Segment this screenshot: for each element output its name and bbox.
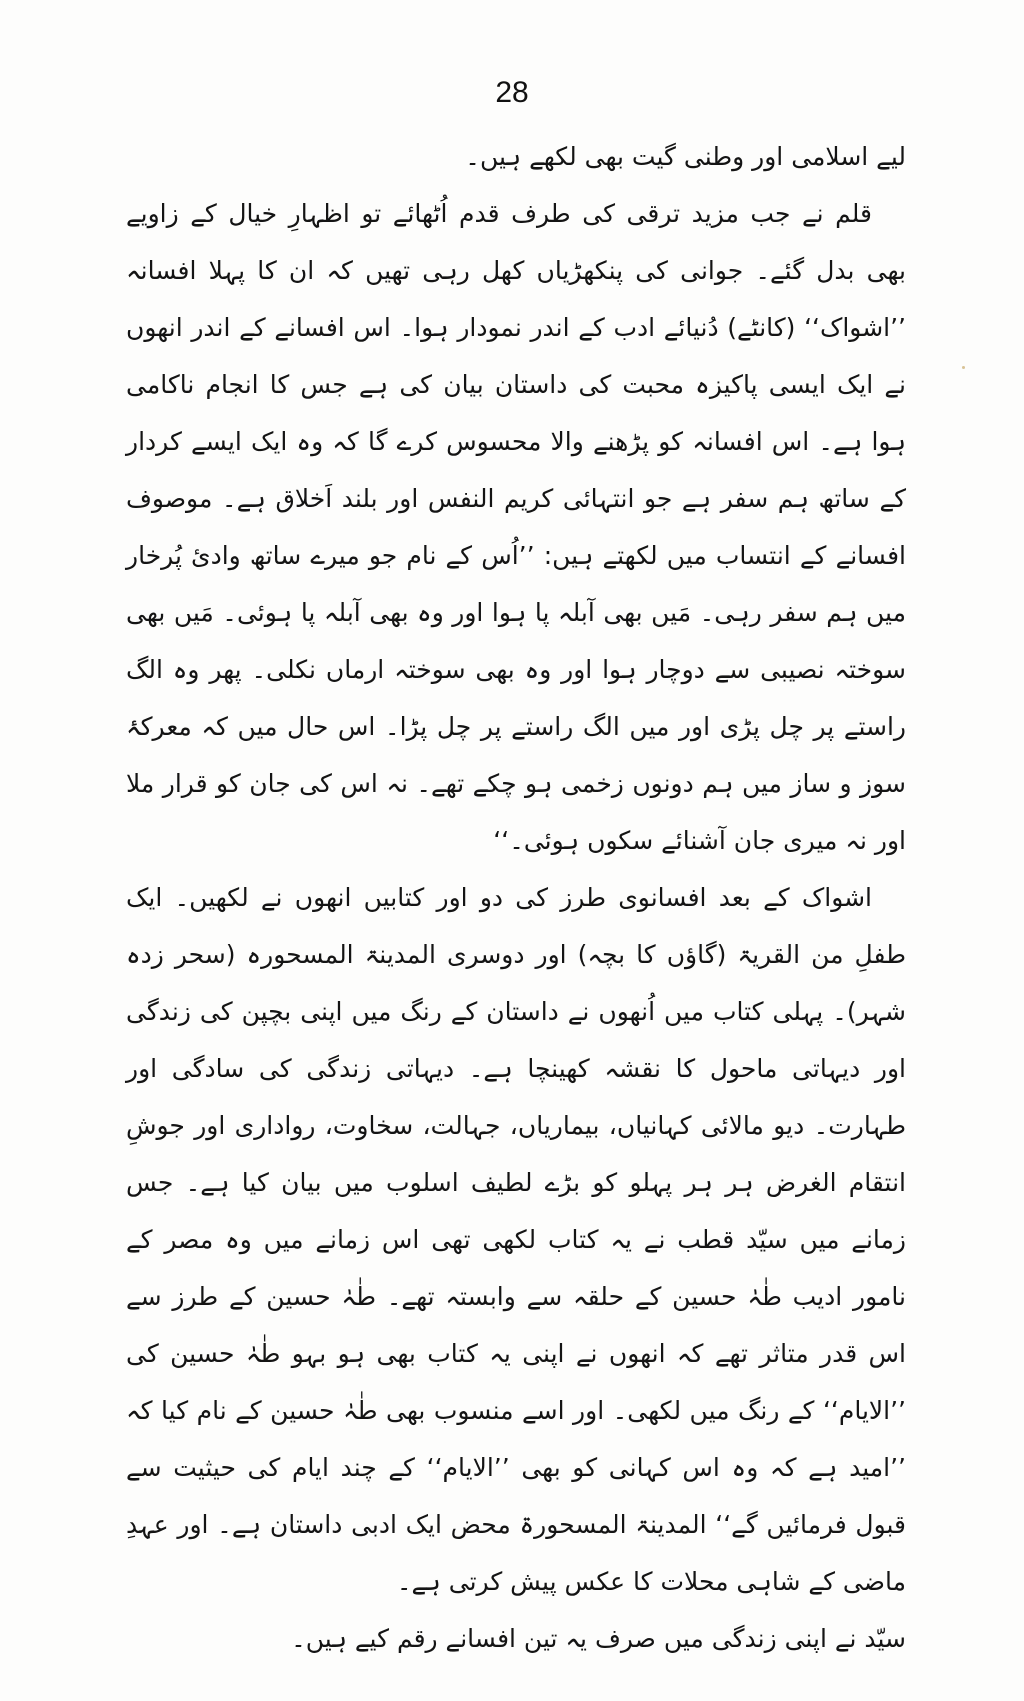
paragraph-4: سیّد نے اپنی زندگی میں صرف یہ تین افسانے رقم کیے ہیں۔ [291,1624,906,1653]
page-text [126,128,906,1667]
paragraph-1: لیے اسلامی اور وطنی گیت بھی لکھے ہیں۔ [465,142,906,171]
paragraph-2: قلم نے جب مزید ترقی کی طرف قدم اُٹھائے تو اظہارِ خیال کے زاویے بھی بدل گئے۔ جوانی کی پنکھڑیاں کھل رہی تھیں کہ ان کا پہلا افسانہ ’’اشواک‘‘ (کانٹے) دُنیائے ادب کے اندر نمودار ہوا۔ اس افسانے کے اندر انھوں نے ایک ایسی پاکیزہ محبت کی داستان بیان کی ہے جس کا انجام ناکامی ہوا ہے۔ اس افسانہ کو پڑھنے والا محسوس کرے گا کہ وہ ایک ایسے کردار کے ساتھ ہم سفر ہے جو انتہائی کریم النفس اور بلند اَخلاق ہے۔ موصوف افسانے کے انتساب میں لکھتے ہیں: ’’اُس کے نام جو میرے ساتھ وادیٔ پُرخار میں ہم سفر رہی۔ مَیں بھی آبلہ پا ہوا اور وہ بھی آبلہ پا ہوئی۔ مَیں بھی سوختہ نصیبی سے دوچار ہوا اور وہ بھی سوختہ ارماں نکلی۔ پھر وہ الگ راستے پر چل پڑی اور میں الگ راستے پر چل پڑا۔ اس حال میں کہ معرکۂ سوز و ساز میں ہم دونوں زخمی ہو چکے تھے۔ نہ اس کی جان کو قرار ملا اور نہ میری جان آشنائے سکوں ہوئی۔‘‘ [126,199,906,855]
paper-speck [962,366,965,369]
page-number: 28 [495,76,529,109]
paragraph-3: اشواک کے بعد افسانوی طرز کی دو اور کتابیں انھوں نے لکھیں۔ ایک طفلِ من القریۃ (گاؤں کا بچہ) اور دوسری المدینۃ المسحورہ (سحر زدہ شہر)۔ پہلی کتاب میں اُنھوں نے داستان کے رنگ میں اپنی بچپن کی زندگی اور دیہاتی ماحول کا نقشہ کھینچا ہے۔ دیہاتی زندگی کی سادگی اور طہارت۔ دیو مالائی کہانیاں، بیماریاں، جہالت، سخاوت، رواداری اور جوشِ انتقام الغرض ہر ہر پہلو کو بڑے لطیف اسلوب میں بیان کیا ہے۔ جس زمانے میں سیّد قطب نے یہ کتاب لکھی تھی اس زمانے میں وہ مصر کے نامور ادیب طٰہٰ حسین کے حلقہ سے وابستہ تھے۔ طٰہٰ حسین کے طرز سے اس قدر متاثر تھے کہ انھوں نے اپنی یہ کتاب بھی ہو بہو طٰہٰ حسین کی ’’الایام‘‘ کے رنگ میں لکھی۔ اور اسے منسوب بھی طٰہٰ حسین کے نام کیا کہ ’’امید ہے کہ وہ اس کہانی کو بھی ’’الایام‘‘ کے چند ایام کی حیثیت سے قبول فرمائیں گے‘‘ المدینۃ المسحورۃ محض ایک ادبی داستان ہے۔ اور عہدِ ماضی کے شاہی محلات کا عکس پیش کرتی ہے۔ [126,883,906,1596]
